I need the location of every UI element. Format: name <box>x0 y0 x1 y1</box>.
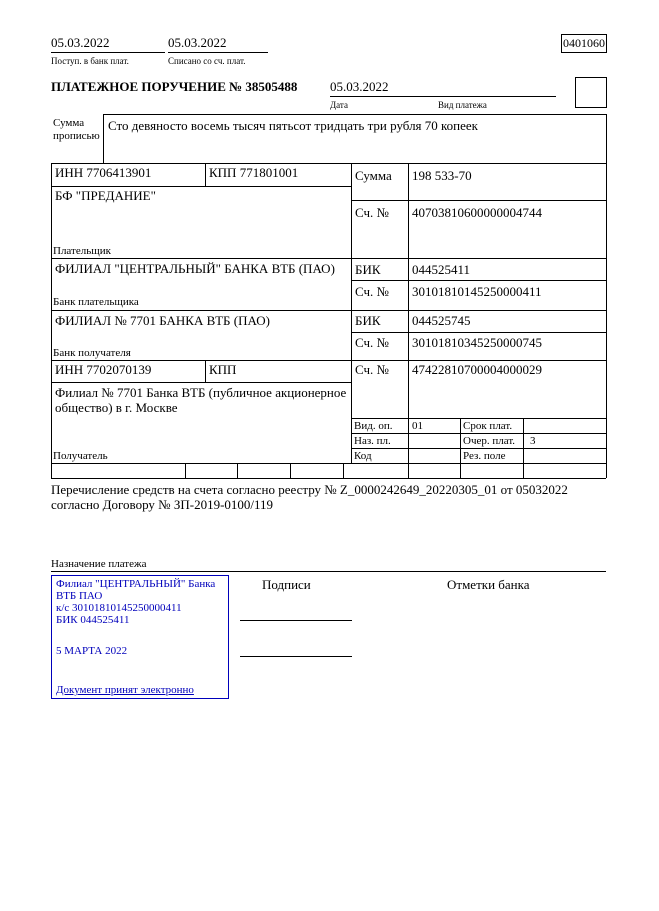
payer-kpp: КПП 771801001 <box>209 165 299 180</box>
stamp-corr-account: к/с 30101810145250000411 <box>56 602 182 614</box>
payee-account-label: Сч. № <box>355 362 389 377</box>
payee-account: 47422810700004000029 <box>412 362 542 377</box>
table-border <box>408 163 409 478</box>
table-border <box>343 463 344 478</box>
payee-bank-account-label: Сч. № <box>355 335 389 350</box>
stamp-bik: БИК 044525411 <box>56 614 130 626</box>
payment-type-box <box>575 77 607 108</box>
table-border <box>51 163 606 164</box>
stamp-bank-name-line2: ВТБ ПАО <box>56 590 103 602</box>
vid-op-label: Вид. оп. <box>354 420 393 432</box>
payee-bank-bik-label: БИК <box>355 313 381 328</box>
table-border <box>51 310 606 311</box>
table-border <box>103 114 104 163</box>
table-border <box>351 200 606 201</box>
stamp-bank-name-line1: Филиал "ЦЕНТРАЛЬНЫЙ" Банка <box>56 578 216 590</box>
table-border <box>205 360 206 382</box>
payer-bank-bik: 044525411 <box>412 262 471 277</box>
payer-account: 40703810600000004744 <box>412 205 542 220</box>
table-border <box>351 418 606 419</box>
date-received-underline <box>51 52 165 53</box>
table-border <box>51 258 606 259</box>
table-border <box>205 163 206 186</box>
payer-bank-section-label: Банк плательщика <box>53 296 139 308</box>
signature-line <box>240 620 352 621</box>
table-border <box>51 478 606 479</box>
payer-section-label: Плательщик <box>53 245 111 257</box>
srok-plat-label: Срок плат. <box>463 420 513 432</box>
date-received-label: Поступ. в банк плат. <box>51 56 129 66</box>
payer-bank-account-label: Сч. № <box>355 284 389 299</box>
table-border <box>103 114 606 115</box>
kod-label: Код <box>354 450 372 462</box>
form-code-box <box>561 34 607 53</box>
payer-inn: ИНН 7706413901 <box>55 165 152 180</box>
purpose-text: Перечисление средств на счета согласно реестру № Z_0000242649_20220305_01 от 05032022 согласно Договору № ЗП-2019-0100/119 <box>51 482 568 512</box>
payer-bank-account: 30101810145250000411 <box>412 284 542 299</box>
signature-line <box>240 656 352 657</box>
date-debited-label: Списано со сч. плат. <box>168 56 246 66</box>
stamp-date: 5 МАРТА 2022 <box>56 645 128 657</box>
table-border <box>351 332 606 333</box>
table-border <box>51 463 606 464</box>
payee-kpp-label: КПП <box>209 362 237 377</box>
table-border <box>237 463 238 478</box>
table-border <box>185 463 186 478</box>
sum-value: 198 533-70 <box>412 168 472 183</box>
payer-bank-bik-label: БИК <box>355 262 381 277</box>
form-code: 0401060 <box>563 36 605 50</box>
document-title: ПЛАТЕЖНОЕ ПОРУЧЕНИЕ № 38505488 <box>51 79 298 94</box>
stamp-electronic-note: Документ принят электронно <box>56 684 194 696</box>
document-date: 05.03.2022 <box>330 79 389 94</box>
purpose-underline <box>51 571 606 572</box>
date-debited-underline <box>168 52 268 53</box>
rez-pole-label: Рез. поле <box>463 450 506 462</box>
ocher-plat-label: Очер. плат. <box>463 435 516 447</box>
amount-words: Сто девяносто восемь тысяч пятьсот тридцать три рубля 70 копеек <box>108 118 478 133</box>
sum-label: Сумма <box>355 168 392 183</box>
table-border <box>51 163 52 478</box>
date-label: Дата <box>330 100 348 110</box>
bank-marks-label: Отметки банка <box>447 577 530 592</box>
table-border <box>290 463 291 478</box>
payer-bank-name: ФИЛИАЛ "ЦЕНТРАЛЬНЫЙ" БАНКА ВТБ (ПАО) <box>55 261 335 276</box>
naz-pl-label: Наз. пл. <box>354 435 391 447</box>
table-border <box>351 280 606 281</box>
ocher-plat-value: 3 <box>530 435 536 447</box>
table-border <box>51 382 351 383</box>
table-border <box>351 433 606 434</box>
table-border <box>51 186 351 187</box>
table-border <box>606 114 607 478</box>
payee-name: Филиал № 7701 Банка ВТБ (публичное акционерное общество) в г. Москве <box>55 385 347 415</box>
payee-bank-section-label: Банк получателя <box>53 347 131 359</box>
payer-name: БФ "ПРЕДАНИЕ" <box>55 188 156 203</box>
payee-bank-name: ФИЛИАЛ № 7701 БАНКА ВТБ (ПАО) <box>55 313 270 328</box>
date-debited: 05.03.2022 <box>168 35 227 50</box>
payer-account-label: Сч. № <box>355 205 389 220</box>
date-received: 05.03.2022 <box>51 35 110 50</box>
signatures-label: Подписи <box>262 577 311 592</box>
amount-words-label: Сумма прописью <box>53 117 100 142</box>
vid-op-value: 01 <box>412 420 423 432</box>
payee-bank-bik: 044525745 <box>412 313 471 328</box>
table-border <box>351 448 606 449</box>
purpose-section-label: Назначение платежа <box>51 558 147 570</box>
payee-bank-account: 30101810345250000745 <box>412 335 542 350</box>
payment-type-label: Вид платежа <box>438 100 487 110</box>
table-border <box>51 360 606 361</box>
date-line <box>330 96 556 97</box>
payee-section-label: Получатель <box>53 450 108 462</box>
payee-inn: ИНН 7702070139 <box>55 362 152 377</box>
